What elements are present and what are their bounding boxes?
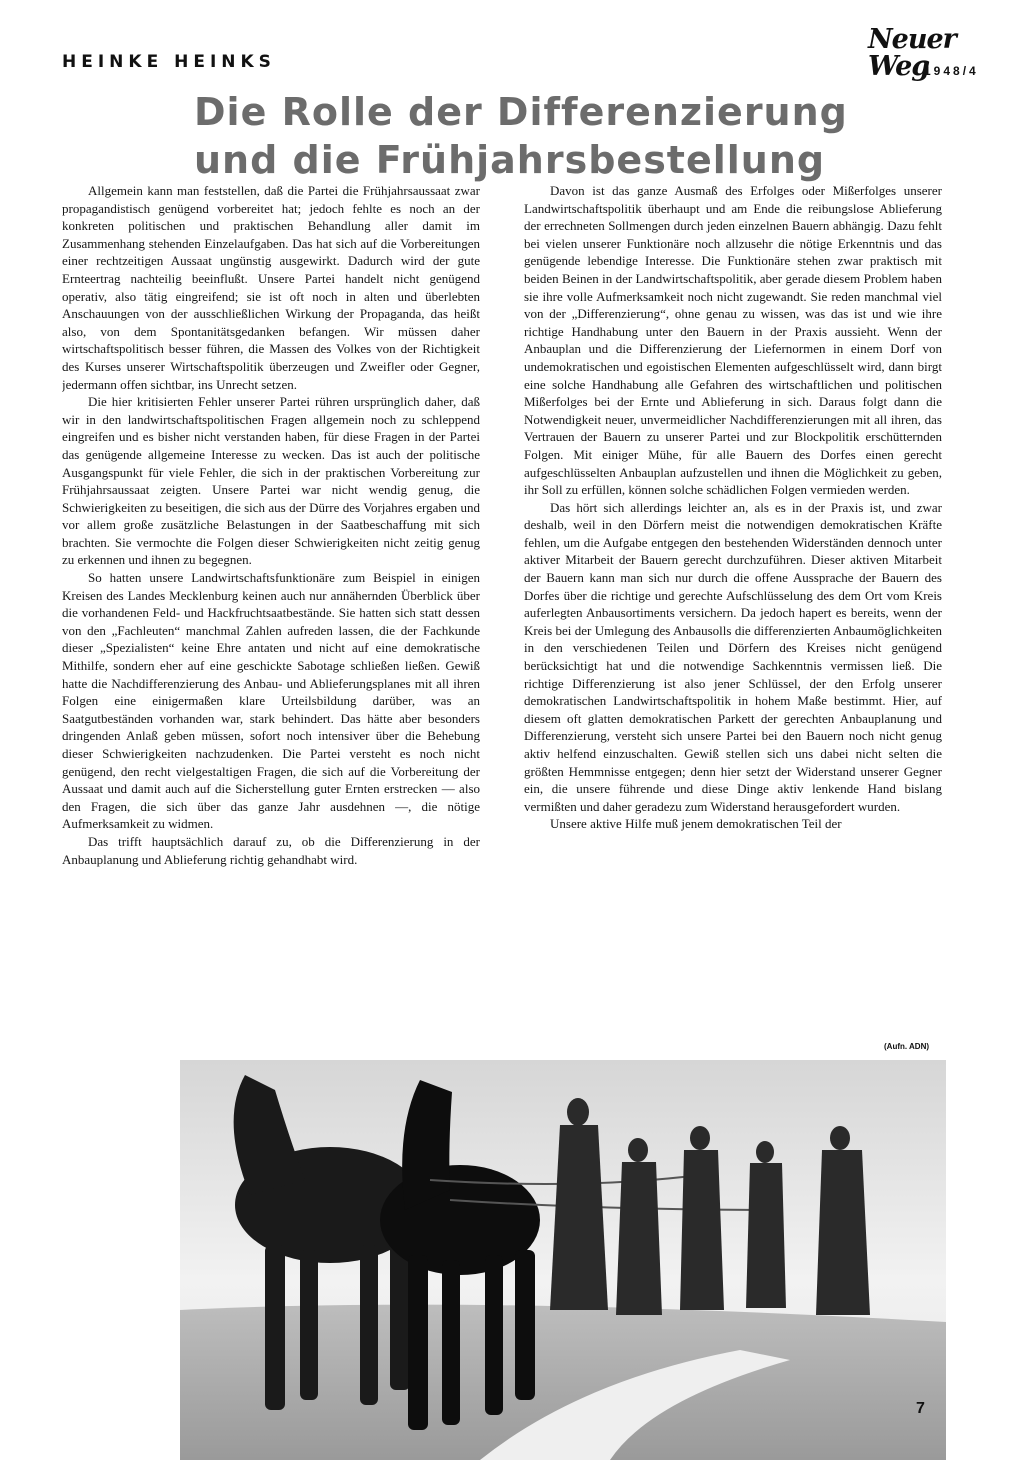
paragraph: Allgemein kann man feststellen, daß die Partei die Frühjahrsaussaat zwar propagandistisch genügend vorbereitet hat; jedoch fehlte es noch an der konkreten politischen und praktischen Behandlung aller damit im Zusammenhang stehenden Einzelaufgaben. Das hat sich auf die Vorbereitungen einer rechtzeitigen Aussaat ungünstig ausgewirkt. Dadurch wird der gute Ernteertrag nachteilig beeinflußt. Unsere Partei handelt nicht genügend operativ, also tätig eingreifend; sie ist oft noch in alten und überlebten Anschauungen von der ausschließlichen Wirkung der Propaganda, das heißt also, von dem Spontanitätsgedanken befangen. Wir müssen daher wirtschaftspolitisch besser führen, die Massen des Volkes von der Richtigkeit des Kurses unserer Wirtschaftspolitik überzeugen und Zweifler oder Gegner, jedermann offen sichtbar, ins Unrecht setzen. [62, 183, 480, 392]
author-byline: HEINKE HEINKS [62, 52, 276, 72]
paragraph: Die hier kritisierten Fehler unserer Partei rühren ursprünglich daher, daß wir in den landwirtschaftspolitischen Fragen allgemein noch zu schleppend eingreifen und es bisher nicht verstanden haben, für diese Fragen in der Partei das genügende allgemeine Interesse zu wecken. Das ist auch der politische Ausgangspunkt für viele Fehler, die sich in der praktischen Vorbereitung zur Frühjahrsaussaat zeigten. Unsere Partei war nicht wendig genug, die Schwierigkeiten zu beseitigen, die sich aus der Dürre des Vorjahres ergaben und vor allem große zusätzliche Belastungen in der Saatbeschaffung mit sich brachten. Sie vermochte die Folgen dieser Schwierigkeiten nicht zeitig genug zu erkennen und ihnen zu begegnen. [62, 394, 480, 568]
paragraph: Das trifft hauptsächlich darauf zu, ob die Differenzierung in der Anbauplanung und Ablieferung richtig gehandhabt wird. [62, 833, 480, 867]
title-line-2: und die Frühjahrsbestellung [194, 138, 826, 182]
title-line-1: Die Rolle der Differenzierung [194, 90, 848, 134]
paragraph: Das hört sich allerdings leichter an, als es in der Praxis ist, und zwar deshalb, weil in den Dörfern meist die notwendigen demokratischen Kräfte fehlen, um die Aufgabe entgegen den bestehenden Widerständen dennoch unter aktiver Mitarbeit der Bauern gerecht durchzuführen. Dieser aktiven Mitarbeit der Bauern kann man sich nur durch die offene Aussprache der Bauern des Dorfes über die richtige und gerechte Aufschlüsselung des dem Ort vom Kreis auferlegten Anbausortiments versichern. Da jedoch hapert es bereits, wenn der Kreis bei der Umlegung des Anbausolls die differenzierten Anbaumöglichkeiten in den verschiedenen Teilen und Dörfern des Kreises nicht genügend berücksichtigt hat und die notwendige Sachkenntnis vermissen ließ. Die richtige Differenzierung ist also jener Schlüssel, der den Erfolg unserer demokratischen Landwirtschaftspolitik in hohem Maße bestimmt. Hier, auf diesem oft glatten demokratischen Parkett der gerechten Anbauplanung und Differenzierung, versteht sich unsere Partei bei den Bauern noch nicht genug aktiv helfend einzuschalten. Gewiß stellen sich uns dabei nicht selten die größten Hemmnisse entgegen; denn hier setzt der Widerstand unserer Gegner ein, die unsere führende und diese Dinge aktiv lenkende Hand bislang vermißten und daher geradezu zum Widerstand herausgefordert wurden. [524, 499, 942, 814]
left-column [62, 182, 480, 1002]
right-column [524, 182, 942, 1002]
photo-horses-and-farmers [180, 1060, 946, 1460]
article-title [194, 88, 848, 184]
publication-logo: Neuer Weg [868, 24, 956, 82]
photo-credit: (Aufn. ADN) [884, 1042, 930, 1051]
issue-number: 1948/4 [924, 64, 979, 78]
paragraph: So hatten unsere Landwirtschaftsfunktionäre zum Beispiel in einigen Kreisen des Landes Mecklenburg keinen auch nur annähernden Überblick über die vorhandenen Feld- und Hackfruchtsaatbestände. Sie hatten sich statt dessen von den „Fachleuten“ manchmal Zahlen aufreden lassen, die der Fachkunde dieser „Spezialisten“ keine Ehre antaten und nicht auf eine demokratische Mithilfe, sondern eher auf eine geschickte Sabotage schließen ließen. Gewiß hatte die Nachdifferenzierung des Anbau- und Ablieferungsplanes mit all ihren Folgen eine einigermaßen klare Urteilsbildung darüber, was an Saatgutbeständen vorhanden war, stark behindert. Das hätte aber besonders dringenden Anlaß geben müssen, sofort noch intensiver über die Behebung dieser Schwierigkeiten nachzudenken. Die Partei versteht es noch nicht genügend, den recht vielgestaltigen Fragen, die sich auf die Vorbereitung der Aussaat und damit auch auf die Sicherstellung guter Ernten erstrecken — also den Fragen, die sich über das ganze Jahr ausdehnen —, die nötige Aufmerksamkeit zu widmen. [62, 570, 480, 832]
page-number: 7 [916, 1400, 925, 1417]
paragraph: Davon ist das ganze Ausmaß des Erfolges oder Mißerfolges unserer Landwirtschaftspolitik überhaupt und am Ende die reibungslose Ablieferung der errechneten Sollmengen durch jeden einzelnen Bauern abhängig. Dazu fehlt bei vielen unserer Funktionäre noch allzusehr die nötige Erkenntnis und das genügende lebendige Interesse. Die Funktionäre stehen zwar praktisch mit beiden Beinen in der Landwirtschaftspolitik, aber gerade diesem Problem haben sie ihre volle Aufmerksamkeit noch nicht zugewandt. Sie reden manchmal viel von der „Differenzierung“, ohne genau zu wissen, was das ist und wie ihre richtige Handhabung unter den Bauern in der Praxis aussieht. Wenn der Anbauplan und die Differenzierung der Liefernormen in einem Dorf von undemokratischen und egoistischen Elementen aufgeschlüsselt wird, dann birgt eine solche Handhabung alle Gefahren des wirtschaftlichen und politischen Mißerfolges bei der Ernte und Ablieferung in sich. Daraus folgt dann die Notwendigkeit neuer, unvermeidlicher Nachdifferenzierungen mit all ihren, das Vertrauen der Bauern zu unserer Partei und zur Blockpolitik erschütternden Folgen. Mit einiger Mühe, für alle Bauern des Dorfes einen gerecht aufgeschlüsselten Anbauplan aufzustellen und ihnen die Möglichkeit zu geben, ihr Soll zu erfüllen, können solche schädlichen Folgen vermieden werden. [524, 183, 942, 498]
paragraph: Unsere aktive Hilfe muß jenem demokratischen Teil der [550, 816, 842, 832]
